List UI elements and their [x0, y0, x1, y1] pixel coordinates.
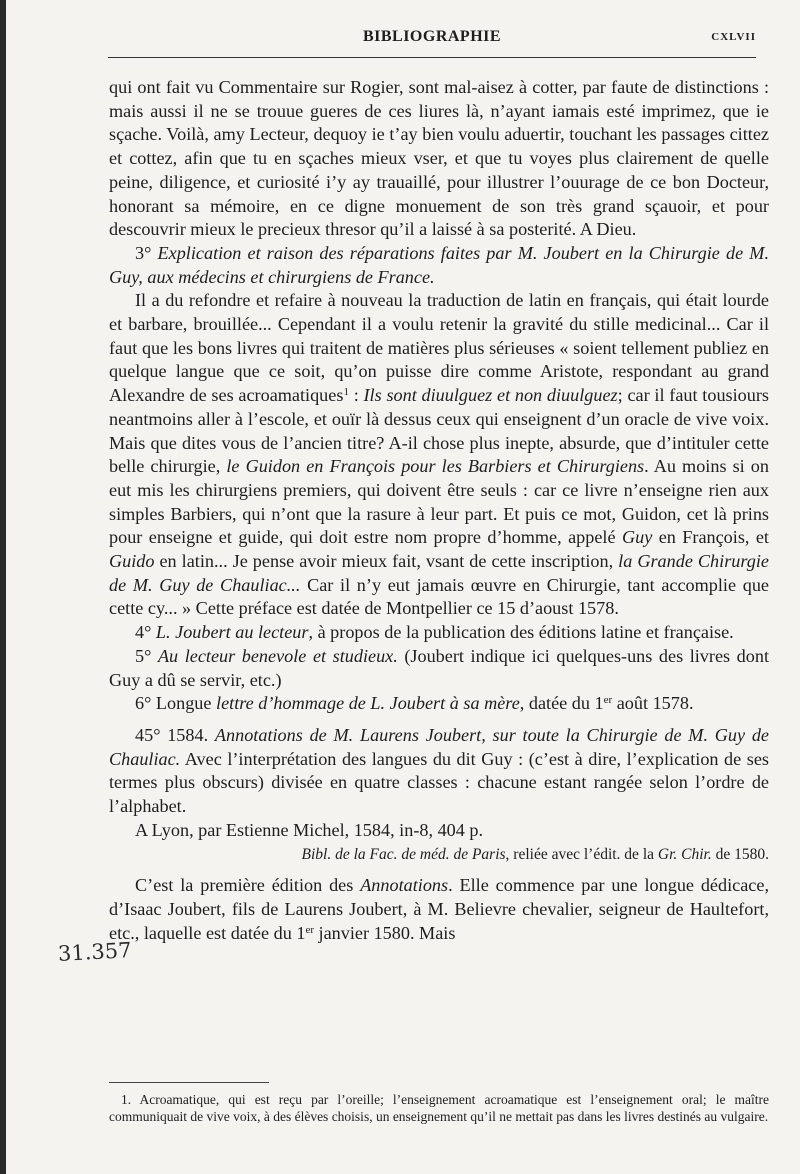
entry-title: Annotations de M. Laurens Joubert, sur toute la Chirurgie de M. Guy de Chauliac. — [109, 724, 769, 769]
running-title: BIBLIOGRAPHIE — [362, 28, 502, 45]
text-run: , reliée avec l’édit. de la — [505, 845, 658, 863]
paragraph-explication — [109, 289, 769, 621]
text-run: (Joubert indique ici quelques-uns des livres dont Guy a dû se servir, etc.) — [109, 645, 770, 690]
text-run: : — [348, 385, 364, 406]
item-number: 4° — [135, 622, 152, 643]
italic-title: Annotations — [360, 875, 449, 896]
paragraph-entry-45 — [109, 724, 769, 819]
main-text — [109, 76, 769, 945]
text-run: août 1578. — [612, 693, 694, 714]
superscript: er — [305, 923, 314, 936]
text-run: , datée du 1 — [519, 693, 604, 714]
library-location — [109, 843, 769, 867]
italic-name: Guido — [109, 551, 155, 572]
italic-name: Guy — [621, 527, 653, 548]
text-run: Il a du refondre et refaire à nouveau la traduction de latin en français, qui était lourde et barbare, brouillée... Cependant il a voulu retenir la gravité du stille medicinal... Car il faut que les bons livres qui traitent de matières plus sérieuses « soient tellement publiez en quelque langue que ce soit, qu’on puisse dire comme Aristote, respondant au grand Alexandre de ses acroamatiques — [109, 290, 769, 406]
text-run: Car il n’y eut jamais œuvre en Chirurgie, tant accomplie que cette cy... » Cette préface est datée de Montpellier ce 15 d’aoust 1578. — [109, 574, 770, 619]
text-run: C’est la première édition des — [135, 875, 361, 896]
paragraph-item-3 — [109, 242, 769, 289]
text-run: , à propos de la publication des éditions latine et française. — [308, 622, 734, 643]
item-title: L. Joubert au lecteur — [155, 622, 309, 643]
text-run: en François, et — [652, 527, 769, 548]
running-header — [108, 28, 756, 50]
text-run: Avec l’interprétation des langues du dit Guy : (c’est à dire, l’explication de ses termes plus obscurs) divisée en quatre classes : chacune estant rangée selon l’ordre de l’alphabet. — [109, 748, 769, 817]
paragraph-item-6 — [109, 692, 769, 716]
text-run: janvier 1580. Mais — [314, 922, 456, 943]
page-number: CXLVII — [711, 31, 756, 43]
text-run: . Au moins si on eut mis les chirurgiens premiers, qui doivent être seuls : car ce livre n’enseigne rien aux simples Barbiers, qui n’ont que la rasure à leur part. Et puis ce mot, Guidon, cet là prins pour enseigne et guide, qui doit estre nom propre d’homme, appelé — [109, 456, 769, 548]
paragraph-preface-end: qui ont fait vu Commentaire sur Rogier, sont mal-aisez à cotter, par faute de distinctions : mais aussi il ne se trouue gueres de ces liures là, n’ayant iamais esté imprimez, que ie sçache. Voilà, amy Lecteur, dequoy ie t’ay bien voulu aduertir, touchant les passages cittez et cottez, afin que tu en sçaches mieux vser, et que tu voyes plus clairement de quelle peine, diligence, et curiosité i’y ay trauaillé, pour illustrer l’ouurage de ce bon Docteur, honorant sa mémoire, en ce digne monuement de son très grand sçauoir, et pour descouvrir mieux le precieux thresor qu’il a laissé à sa posterité. A Dieu. — [109, 77, 769, 240]
text-run: 6° Longue — [135, 693, 217, 714]
paragraph-first-edition — [109, 874, 769, 945]
item-number: 3° — [135, 242, 152, 263]
paragraph-item-4 — [109, 621, 769, 645]
superscript: er — [603, 694, 613, 707]
italic-abbrev: Gr. Chir. — [657, 845, 712, 863]
library-name: Bibl. de la Fac. de méd. de Paris — [301, 845, 506, 863]
text-run: de 1580. — [711, 845, 769, 863]
item-title: Explication et raison des réparations faites par M. Joubert en la Chirurgie de M. Guy, aux médecins et chirurgiens de France. — [109, 242, 769, 287]
item-title: Au lecteur benevole et studieux. — [157, 645, 398, 666]
italic-old-title: le Guidon en François pour les Barbiers et Chirurgiens — [226, 456, 645, 477]
header-rule — [108, 57, 756, 58]
handwritten-shelfmark: 31.357 — [57, 938, 133, 966]
paragraph-imprint: A Lyon, par Estienne Michel, 1584, in-8, 404 p. — [135, 819, 484, 840]
entry-number: 45° 1584. — [135, 724, 215, 745]
paragraph-item-5 — [109, 645, 769, 692]
footnote: 1. Acroamatique, qui est reçu par l’oreille; l’enseignement acroamatique est l’enseignement oral; le maître communiquait de vive voix, à des élèves choisis, un enseignement qu’il ne mettait pas dans les livres destinés au vulgaire. — [109, 1092, 769, 1124]
text-run: . Elle commence par une longue dédicace, d’Isaac Joubert, fils de Laurens Joubert, à M. Believre chevalier, seigneur de Haultefort, etc., laquelle est datée du 1 — [109, 875, 769, 943]
item-title: lettre d’hommage de L. Joubert à sa mère — [216, 693, 520, 714]
text-run: en latin... Je pense avoir mieux fait, vsant de cette inscription, — [154, 551, 619, 572]
italic-quote: Ils sont diuulguez et non diuulguez — [363, 385, 618, 406]
item-number: 5° — [135, 645, 152, 666]
text-run: ; car il faut tousiours neantmoins aller à l’escole, et ouïr là dessus ceux qui enseignent d’un oracle de vive voix. Mais que dites vous de l’ancien titre? A-il chose plus inepte, absurde, que d’intituler cette belle chirurgie, — [109, 385, 769, 477]
footnote-ref: 1 — [343, 386, 349, 399]
italic-new-title: la Grande Chirurgie de M. Guy de Chauliac... — [109, 551, 769, 595]
footnote-rule — [109, 1082, 269, 1083]
